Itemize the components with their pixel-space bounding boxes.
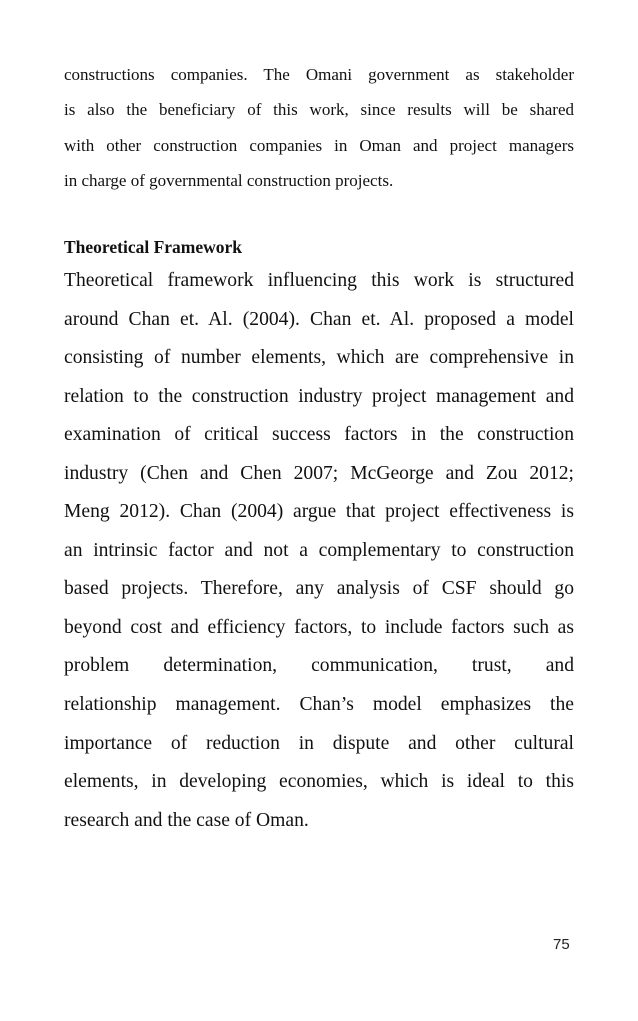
framework-line: problem determination, communication, trust, and: [64, 655, 574, 677]
intro-paragraph: [64, 64, 574, 205]
framework-line: an intrinsic factor and not a complementary to construction: [64, 539, 574, 561]
framework-line: relationship management. Chan’s model emphasizes the: [64, 694, 574, 716]
framework-line: examination of critical success factors in the construction: [64, 424, 574, 446]
section-heading: Theoretical Framework: [64, 237, 243, 257]
framework-paragraph: [64, 268, 574, 846]
framework-line: research and the case of Oman.: [64, 809, 309, 831]
framework-line: relation to the construction industry project management and: [64, 385, 574, 407]
framework-line: around Chan et. Al. (2004). Chan et. Al. proposed a model: [64, 308, 574, 330]
framework-line: elements, in developing economies, which is ideal to this: [64, 771, 574, 793]
page-number: 75: [553, 936, 570, 953]
framework-line: based projects. Therefore, any analysis of CSF should go: [64, 578, 574, 600]
framework-line: importance of reduction in dispute and other cultural: [64, 732, 574, 754]
framework-line: consisting of number elements, which are comprehensive in: [64, 347, 574, 369]
framework-line: Theoretical framework influencing this work is structured: [64, 270, 574, 291]
framework-line: beyond cost and efficiency factors, to include factors such as: [64, 616, 574, 638]
framework-line: industry (Chen and Chen 2007; McGeorge and Zou 2012;: [64, 462, 574, 484]
framework-line: Meng 2012). Chan (2004) argue that project effectiveness is: [64, 501, 574, 523]
intro-line: constructions companies. The Omani government as stakeholder: [64, 65, 574, 84]
intro-line: in charge of governmental construction projects.: [64, 170, 394, 190]
intro-line: is also the beneficiary of this work, since results will be shared: [64, 100, 574, 120]
intro-line: with other construction companies in Oman and project managers: [64, 135, 574, 155]
